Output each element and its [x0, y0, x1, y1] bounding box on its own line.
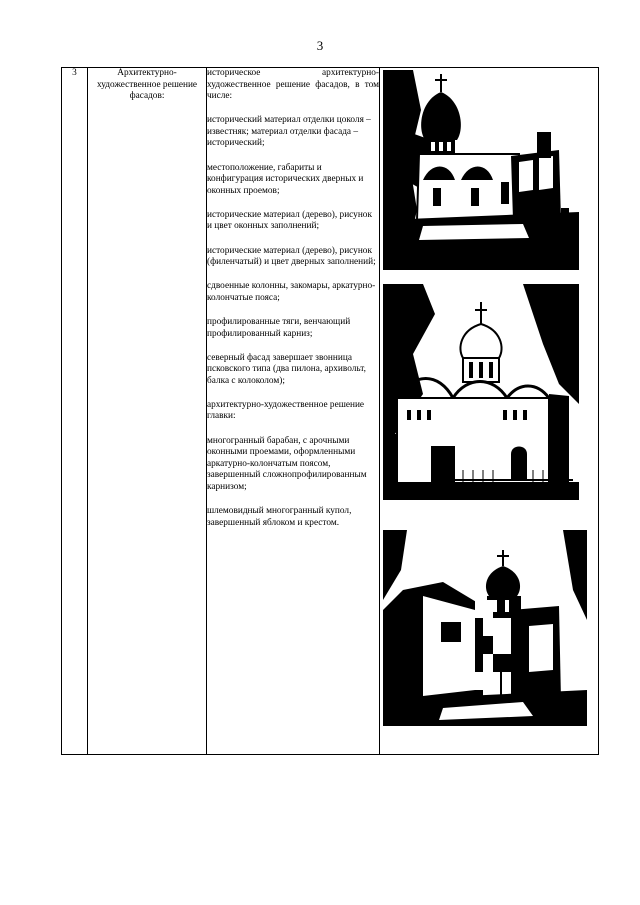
church-facade-photo — [383, 284, 579, 500]
page-number: 3 — [316, 38, 324, 53]
row-number: 3 — [62, 68, 88, 755]
list-item: исторический материал отделки цоколя – известняк; материал отделки фасада – исторический; — [207, 115, 371, 149]
list-item: историческое архитектурно-художественное решение фасадов, в том числе: — [207, 68, 379, 102]
list-item: шлемовидный многогранный купол, завершенный яблоком и крестом. — [207, 506, 352, 528]
church-side-photo — [383, 530, 587, 726]
row-title: Архитектурно-художественное решение фасадов: — [88, 68, 207, 755]
list-item: многогранный барабан, с арочными оконными проемами, оформленными аркатурно-колончатым поясом, завершенный сложнопрофилированным карнизом; — [207, 435, 367, 492]
list-item: сдвоенные колонны, закомары, аркатурно-колончатые пояса; — [207, 281, 376, 303]
list-item: исторические материал (дерево), рисунок и цвет оконных заполнений; — [207, 209, 372, 232]
list-item: местоположение, габариты и конфигурация исторических дверных и оконных проемов; — [207, 162, 364, 196]
list-item: архитектурно-художественное решение главки: — [207, 399, 365, 422]
row-description — [207, 68, 380, 755]
list-item: северный фасад завершает звонница псковского типа (два пилона, архивольт, балка с колоколом); — [207, 352, 366, 386]
list-item: профилированные тяги, венчающий профилированный карниз; — [207, 316, 351, 339]
list-item: исторические материал (дерево), рисунок (филенчатый) и цвет дверных заполнений; — [207, 245, 376, 268]
church-dome-photo — [383, 70, 579, 270]
